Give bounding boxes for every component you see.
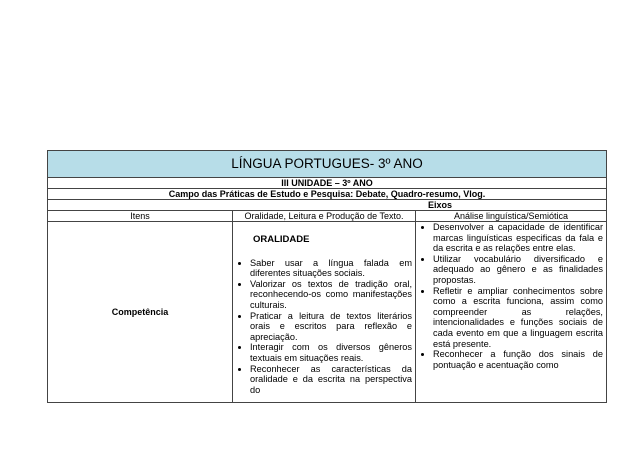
list-item: • Utilizar vocabulário diversificado e adequado ao gênero e as finalidades propostas. [433,254,603,286]
curriculum-table [47,150,607,403]
field-row: Campo das Práticas de Estudo e Pesquisa: Debate, Quadro-resumo, Vlog. [48,189,607,200]
list-item: • Reconhecer a função dos sinais de pontuação e acentuação como [433,349,603,370]
list-item: • Saber usar a língua falada em diferentes situações sociais. [250,258,412,279]
oralidade-heading: ORALIDADE [253,234,310,245]
oralidade-cell [233,235,415,402]
header-oralidade: Oralidade, Leitura e Produção de Texto. [233,211,416,222]
row-label-competencia: Competência [48,222,233,403]
list-item: • Praticar a leitura de textos literários orais e escritos para reflexão e apreciação. [250,311,412,343]
axes-row: Eixos [48,200,607,211]
unit-row: III UNIDADE – 3º ANO [48,178,607,189]
list-item: • Desenvolver a capacidade de identificar marcas linguísticas especificas da fala e da escrita e as relações entre elas. [433,222,603,254]
list-item: • Reconhecer as características da oralidade e da escrita na perspectiva do [250,364,412,396]
list-item: • Refletir e ampliar conhecimentos sobre como a escrita funciona, assim como compreender as relações, intencionalidades e funções sociais de cada evento em que a linguagem escrita está presente. [433,286,603,350]
table-title: LÍNGUA PORTUGUES- 3º ANO [48,151,607,178]
list-item: • Interagir com os diversos gêneros textuais em situações reais. [250,342,412,363]
analise-cell [416,222,606,389]
header-itens: Itens [48,211,233,222]
list-item: • Valorizar os textos de tradição oral, reconhecendo-os como manifestações culturais. [250,279,412,311]
header-analise: Análise linguística/Semiótica [416,211,607,222]
